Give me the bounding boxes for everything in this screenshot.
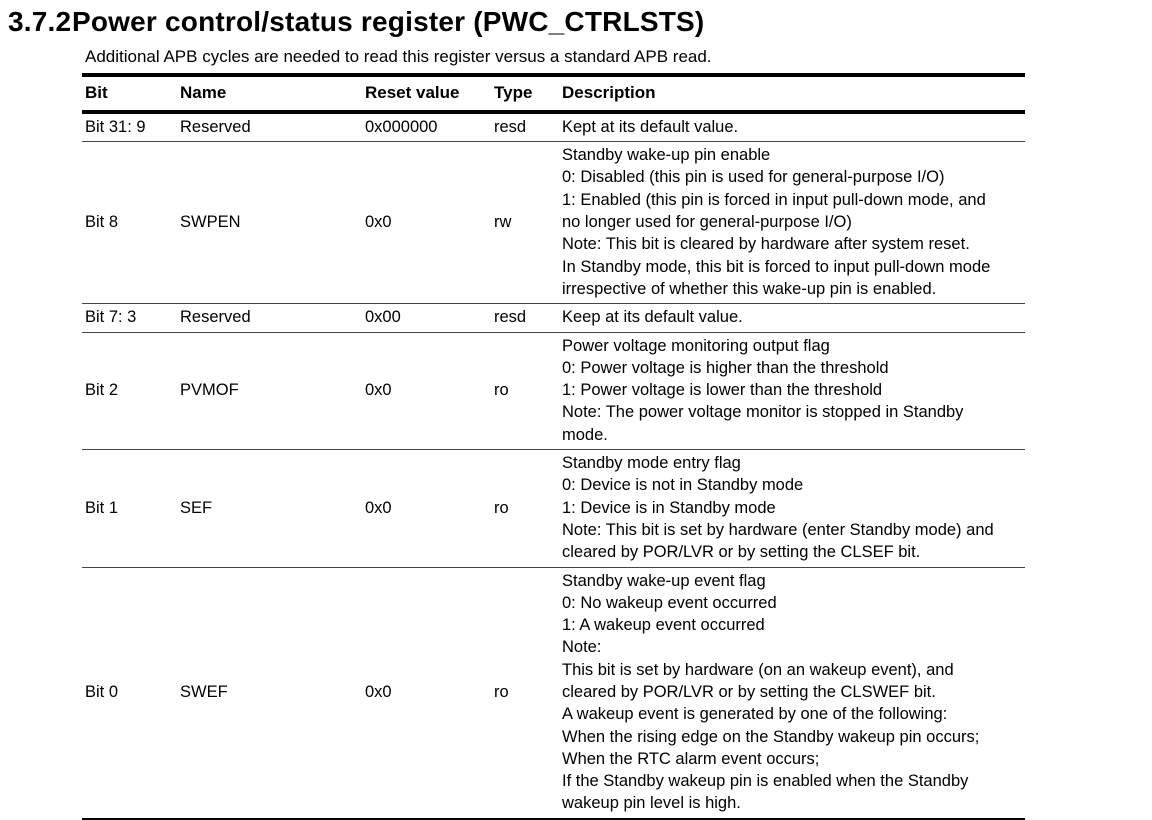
description-line: Keep at its default value. [562,308,743,327]
description-line: Note: The power voltage monitor is stopped in Standby [562,403,964,422]
description-cell [562,304,1025,332]
type-cell: ro [494,332,562,449]
intro-text: Additional APB cycles are needed to read this register versus a standard APB read. [85,47,712,67]
section-title: Power control/status register (PWC_CTRLSTS) [72,6,705,37]
name-cell: SEF [180,450,365,567]
table-row [82,567,1025,819]
description-cell [562,567,1025,819]
description-line: A wakeup event is generated by one of the following: [562,705,948,724]
description-line: In Standby mode, this bit is forced to input pull-down mode [562,257,991,276]
description-line: cleared by POR/LVR or by setting the CLSWEF bit. [562,682,936,701]
description-line: Standby wake-up event flag [562,571,766,590]
description-cell [562,450,1025,567]
section-heading [0,0,1152,38]
reset-value-cell: 0x00 [365,304,494,332]
description-line: 0: Disabled (this pin is used for general-purpose I/O) [562,168,945,187]
description-line: irrespective of whether this wake-up pin is enabled. [562,279,937,298]
type-cell: rw [494,142,562,304]
table-row [82,304,1025,332]
description-line: Note: This bit is cleared by hardware after system reset. [562,235,970,254]
table-body [82,112,1025,819]
bit-cell: Bit 31: 9 [82,112,180,142]
description-line: 1: A wakeup event occurred [562,616,765,635]
header-type: Type [494,75,562,112]
type-cell: ro [494,450,562,567]
table-row [82,450,1025,567]
name-cell: Reserved [180,304,365,332]
description-line: 0: Power voltage is higher than the threshold [562,358,889,377]
description-line: Kept at its default value. [562,117,739,136]
bit-cell: Bit 7: 3 [82,304,180,332]
header-bit: Bit [82,75,180,112]
description-line: wakeup pin level is high. [562,794,741,813]
table-row [82,142,1025,304]
description-line: If the Standby wakeup pin is enabled when the Standby [562,772,969,791]
header-reset-value: Reset value [365,75,494,112]
name-cell: PVMOF [180,332,365,449]
header-description: Description [562,75,1025,112]
type-cell: resd [494,304,562,332]
description-cell [562,112,1025,142]
reset-value-cell: 0x0 [365,332,494,449]
description-line: When the rising edge on the Standby wakeup pin occurs; [562,727,980,746]
description-line: mode. [562,425,608,444]
table-row [82,332,1025,449]
header-name: Name [180,75,365,112]
description-cell [562,142,1025,304]
description-cell [562,332,1025,449]
description-line: 0: No wakeup event occurred [562,593,777,612]
table-row [82,112,1025,142]
description-line: Standby mode entry flag [562,454,741,473]
bit-cell: Bit 8 [82,142,180,304]
description-line: 1: Power voltage is lower than the threshold [562,381,883,400]
type-cell: resd [494,112,562,142]
description-line: Note: [562,638,602,657]
description-line: 0: Device is not in Standby mode [562,476,804,495]
reset-value-cell: 0x0 [365,142,494,304]
description-line: no longer used for general-purpose I/O) [562,212,852,231]
register-table [82,73,1025,820]
bit-cell: Bit 2 [82,332,180,449]
description-line: cleared by POR/LVR or by setting the CLSEF bit. [562,543,921,562]
name-cell: SWPEN [180,142,365,304]
description-line: 1: Device is in Standby mode [562,498,776,517]
type-cell: ro [494,682,509,701]
bit-cell: Bit 1 [82,450,180,567]
description-line: Standby wake-up pin enable [562,146,771,165]
name-cell: Reserved [180,112,365,142]
reset-value-cell: 0x000000 [365,112,494,142]
reset-value-cell: 0x0 [365,450,494,567]
name-cell: SWEF [180,682,228,701]
bit-cell: Bit 0 [85,682,119,701]
description-line: Note: This bit is set by hardware (enter Standby mode) and [562,520,994,539]
description-line: This bit is set by hardware (on an wakeup event), and [562,660,954,679]
description-line: 1: Enabled (this pin is forced in input pull-down mode, and [562,190,986,209]
section-number: 3.7.2 [8,6,72,37]
description-line: Power voltage monitoring output flag [562,336,830,355]
description-line: When the RTC alarm event occurs; [562,749,820,768]
table-header-row [82,75,1025,112]
reset-value-cell: 0x0 [365,682,392,701]
